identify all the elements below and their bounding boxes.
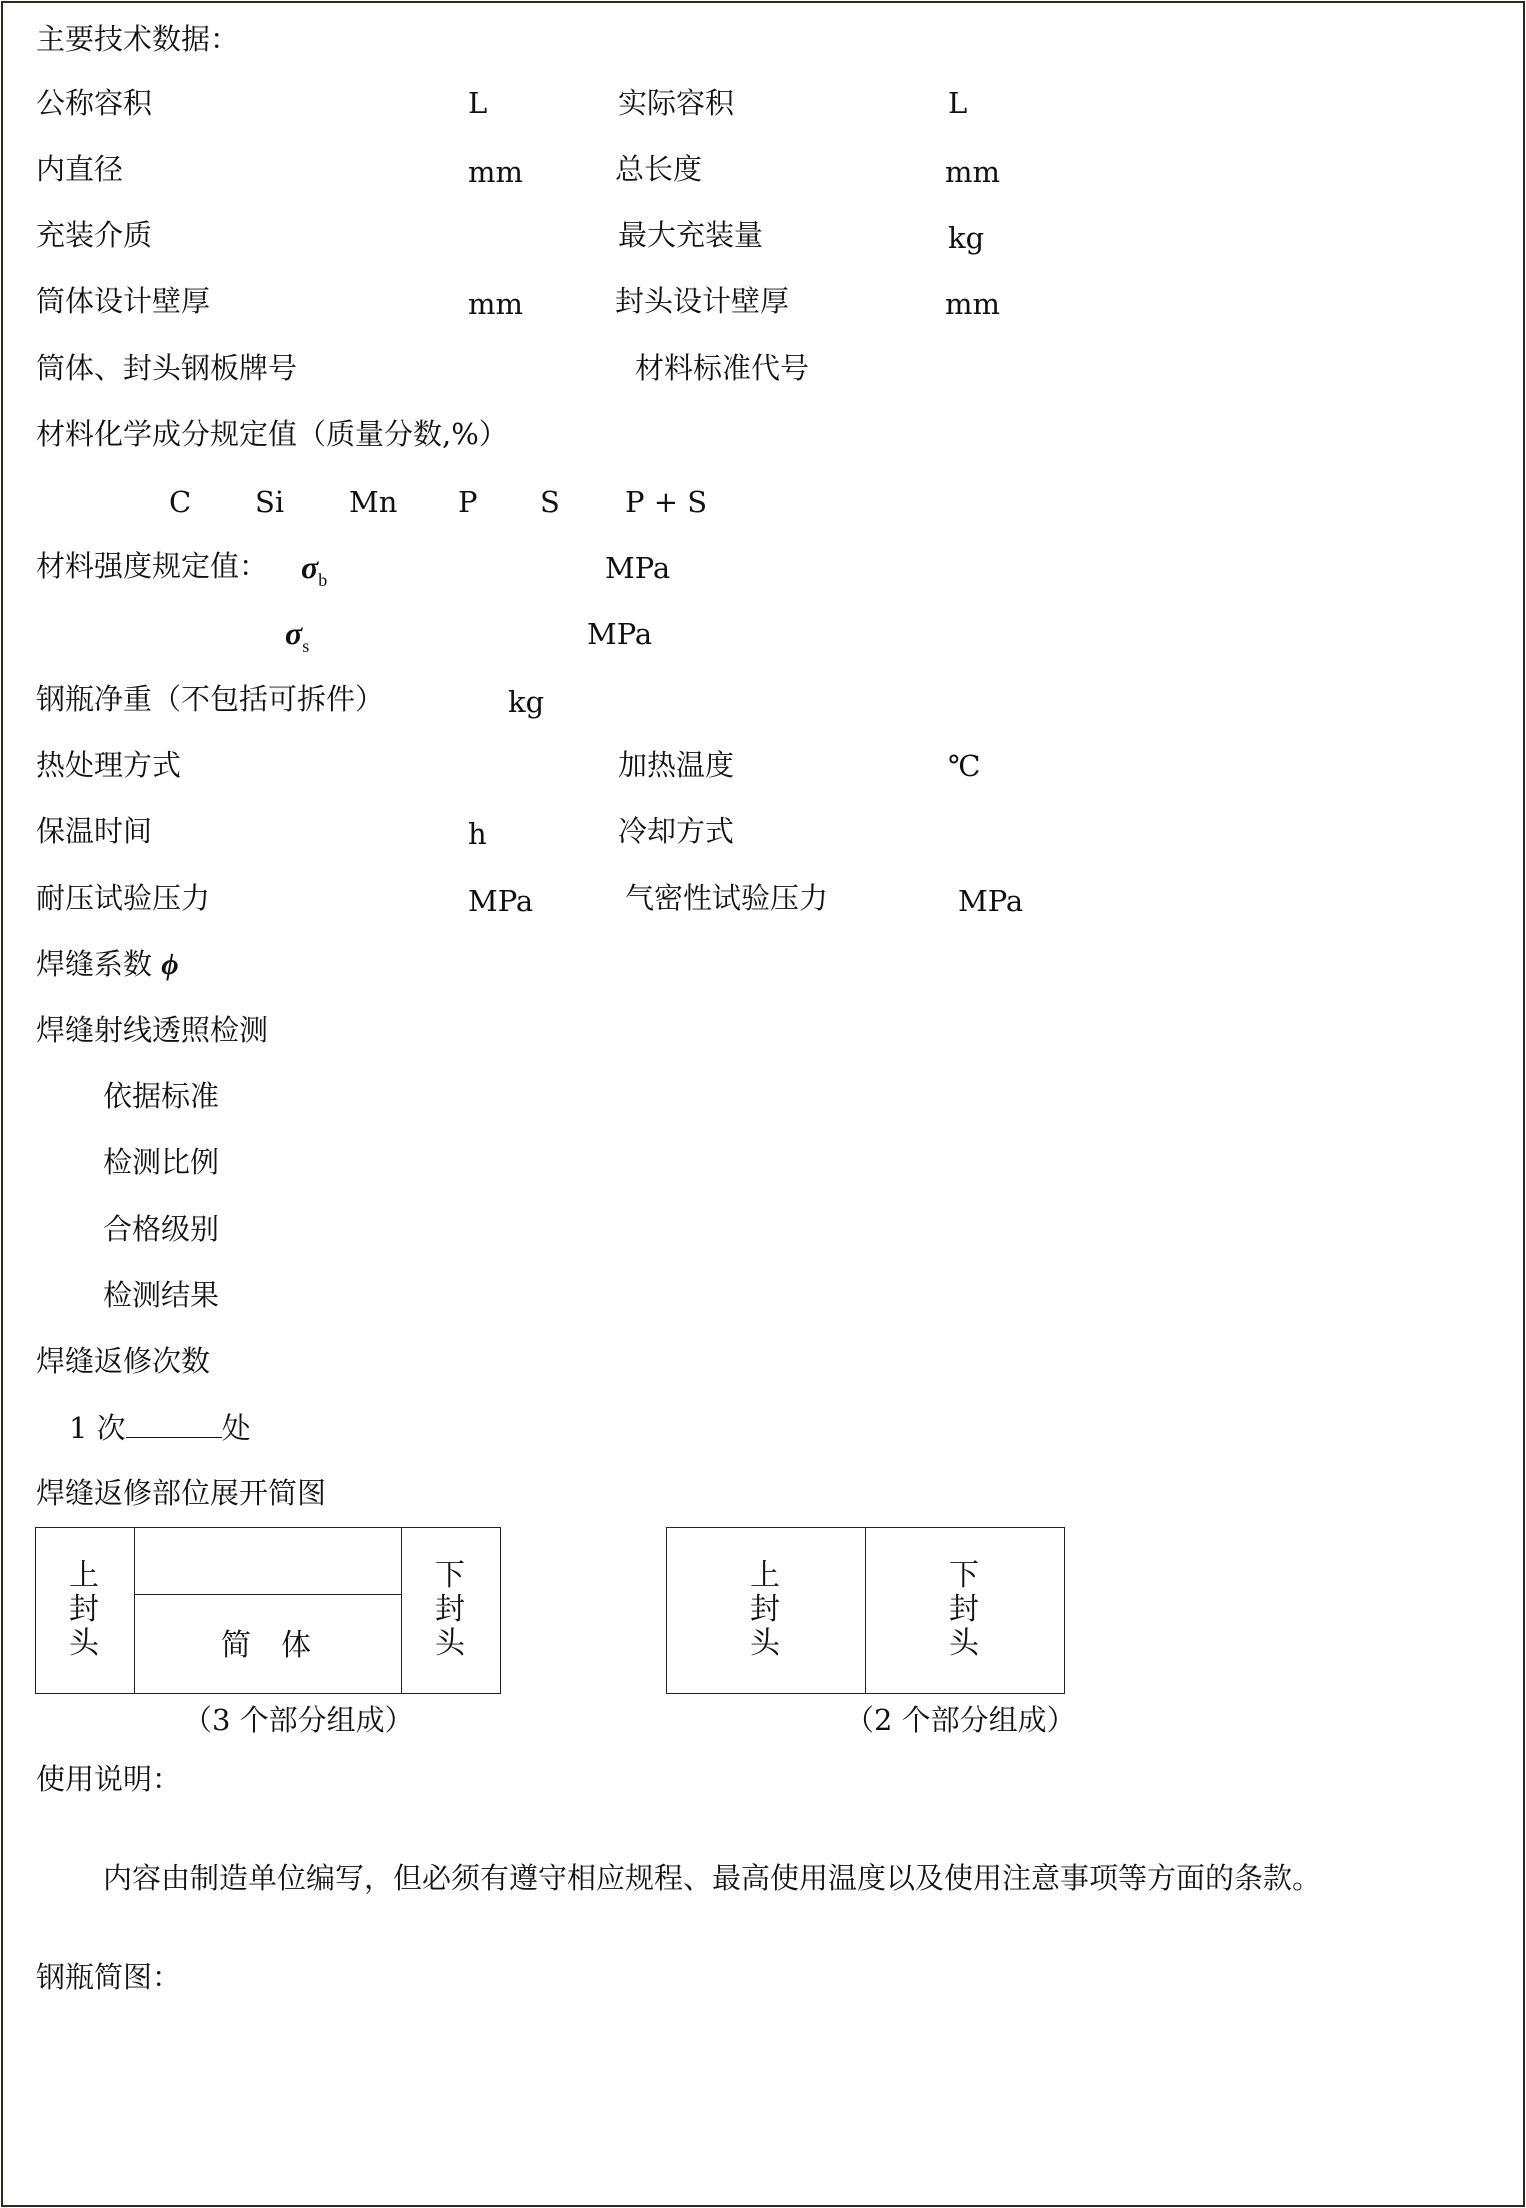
pressure-test-unit: MPa (468, 884, 534, 918)
pressure-test-label: 耐压试验压力 (36, 881, 211, 915)
plate-grade-label: 筒体、封头钢板牌号 (36, 351, 298, 385)
phi-symbol: ϕ (161, 948, 179, 981)
hold-time-unit: h (468, 817, 487, 851)
total-length-label: 总长度 (615, 152, 703, 186)
element-p: P (458, 485, 478, 519)
sigma-b-symbol: $\sigma_b$ (301, 549, 328, 590)
three-part-shell-top-cell (134, 1527, 402, 1595)
two-part-lower-head-text: 下封头 (949, 1558, 979, 1661)
net-weight-label: 钢瓶净重（不包括可拆件） (36, 682, 385, 716)
max-fill-label: 最大充装量 (618, 218, 764, 252)
element-ps: P + S (625, 485, 708, 519)
usage-title: 使用说明： (36, 1762, 182, 1796)
head-thickness-unit: mm (945, 287, 1000, 321)
repair-diagram-label: 焊缝返修部位展开简图 (36, 1476, 327, 1510)
weld-coeff: 焊缝系数 ϕ (36, 947, 179, 981)
inner-diameter-label: 内直径 (36, 152, 124, 186)
three-part-lower-head-text: 下封头 (435, 1558, 465, 1661)
radiography-label: 焊缝射线透照检测 (36, 1013, 269, 1047)
inspect-ratio-label: 检测比例 (103, 1145, 220, 1179)
heat-temp-label: 加热温度 (618, 748, 735, 782)
three-part-caption: （3 个部分组成） (183, 1703, 414, 1737)
sigma-s-unit: MPa (587, 617, 653, 651)
element-si: Si (255, 485, 285, 519)
max-fill-unit: kg (948, 221, 985, 255)
actual-volume-label: 实际容积 (618, 86, 735, 120)
three-part-shell-cell (134, 1594, 402, 1694)
repair-times: 1 次 处 (69, 1411, 251, 1445)
inner-diameter-unit: mm (468, 155, 523, 189)
net-weight-unit: kg (508, 685, 545, 719)
nominal-volume-label: 公称容积 (36, 86, 153, 120)
cooling-label: 冷却方式 (618, 814, 735, 848)
two-part-caption: （2 个部分组成） (845, 1703, 1076, 1737)
basis-std-label: 依据标准 (103, 1079, 220, 1113)
material-std-label: 材料标准代号 (635, 351, 810, 385)
leak-test-label: 气密性试验压力 (625, 881, 829, 915)
hold-time-label: 保温时间 (36, 814, 153, 848)
two-part-lower-head-cell (865, 1527, 1065, 1694)
total-length-unit: mm (945, 155, 1000, 189)
cylinder-sketch-label: 钢瓶简图： (36, 1960, 182, 1994)
three-part-upper-head-text: 上封头 (69, 1558, 99, 1661)
three-part-shell-text: 简 体 (221, 1628, 311, 1663)
usage-content: 内容由制造单位编写，但必须有遵守相应规程、最高使用温度以及使用注意事项等方面的条款。 (103, 1861, 1322, 1895)
actual-volume-unit: L (948, 86, 968, 120)
heading: 主要技术数据： (36, 22, 240, 56)
fill-medium-label: 充装介质 (36, 218, 153, 252)
inspect-result-label: 检测结果 (103, 1278, 220, 1312)
leak-test-unit: MPa (958, 884, 1024, 918)
shell-thickness-unit: mm (468, 287, 523, 321)
element-c: C (169, 485, 192, 519)
three-part-lower-head-cell (401, 1527, 501, 1694)
repair-blank-line (126, 1413, 222, 1438)
element-s: S (540, 485, 560, 519)
pass-grade-label: 合格级别 (103, 1212, 220, 1246)
repair-count-label: 焊缝返修次数 (36, 1344, 211, 1378)
shell-thickness-label: 筒体设计壁厚 (36, 284, 211, 318)
element-mn: Mn (349, 485, 398, 519)
sigma-s-symbol: $\sigma_s$ (285, 615, 310, 656)
head-thickness-label: 封头设计壁厚 (615, 284, 790, 318)
sigma-b-unit: MPa (605, 551, 671, 585)
chem-comp-label: 材料化学成分规定值（质量分数,%） (36, 417, 508, 451)
two-part-upper-head-text: 上封头 (750, 1558, 780, 1661)
two-part-upper-head-cell (666, 1527, 866, 1694)
spec-page (1, 1, 1525, 2207)
three-part-upper-head-cell (35, 1527, 135, 1694)
strength-label: 材料强度规定值： (36, 549, 269, 583)
nominal-volume-unit: L (468, 86, 488, 120)
heat-temp-unit: ℃ (948, 749, 981, 783)
heat-treatment-label: 热处理方式 (36, 748, 182, 782)
